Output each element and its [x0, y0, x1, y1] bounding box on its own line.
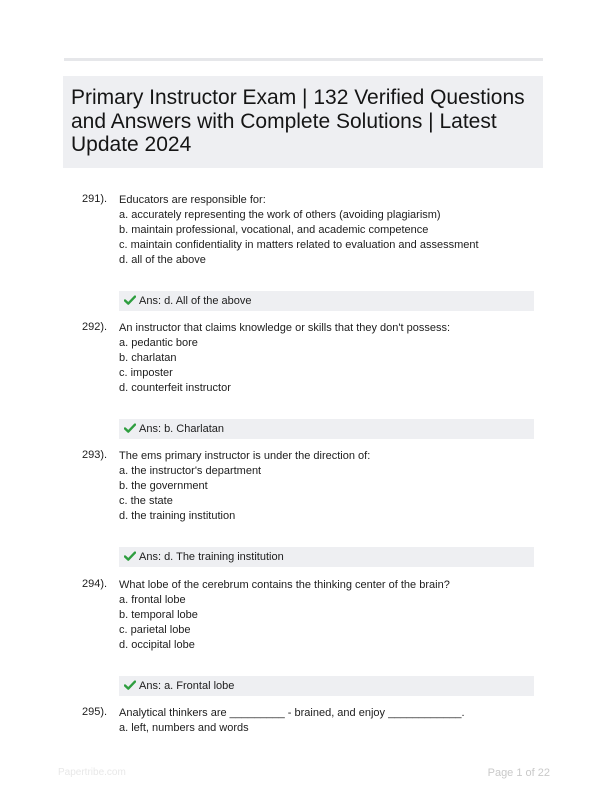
answer-option: c. maintain confidentiality in matters related to evaluation and assessment [119, 239, 479, 251]
question-text: Analytical thinkers are _________ - brained, and enjoy ____________. [119, 707, 465, 719]
answer-option: a. frontal lobe [119, 594, 186, 606]
question-number: 292). [82, 321, 108, 333]
question-body [119, 321, 450, 396]
answer-text: Ans: a. Frontal lobe [139, 680, 235, 692]
question-number: 295). [82, 706, 108, 718]
answer-text: Ans: b. Charlatan [139, 423, 224, 435]
page-number: Page 1 of 22 [487, 767, 550, 779]
answer-option: d. the training institution [119, 510, 236, 522]
question-number: 291). [82, 193, 108, 205]
page-title: Primary Instructor Exam | 132 Verified Questions and Answers with Complete Solutions | Latest Update 2024 [71, 86, 525, 156]
question-text: What lobe of the cerebrum contains the thinking center of the brain? [119, 579, 450, 591]
question-text: An instructor that claims knowledge or skills that they don't possess: [119, 322, 451, 334]
answer-option: a. left, numbers and words [119, 722, 249, 734]
answer-option: c. the state [119, 495, 173, 507]
question-number: 294). [82, 578, 108, 590]
question-number: 293). [82, 449, 108, 461]
answer-option: a. the instructor's department [119, 465, 262, 477]
title-banner [63, 76, 543, 168]
answer-option: b. the government [119, 480, 208, 492]
question-body [119, 449, 370, 524]
answer-box [119, 676, 534, 696]
answer-text: Ans: d. The training institution [139, 551, 284, 563]
answer-option: d. counterfeit instructor [119, 382, 231, 394]
question-body [119, 706, 465, 736]
top-divider [64, 58, 543, 61]
question-body [119, 578, 450, 653]
answer-option: b. temporal lobe [119, 609, 198, 621]
answer-option: d. all of the above [119, 254, 206, 266]
checkmark-icon [124, 423, 136, 433]
footer-brand: Papertribe.com [58, 767, 126, 778]
answer-box [119, 419, 534, 439]
question-text: The ems primary instructor is under the direction of: [119, 450, 371, 462]
checkmark-icon [124, 680, 136, 690]
answer-option: b. charlatan [119, 352, 177, 364]
checkmark-icon [124, 295, 136, 305]
answer-box [119, 547, 534, 567]
answer-option: b. maintain professional, vocational, and academic competence [119, 224, 429, 236]
answer-option: c. imposter [119, 367, 173, 379]
answer-option: d. occipital lobe [119, 639, 195, 651]
question-body [119, 193, 479, 268]
answer-option: a. pedantic bore [119, 337, 198, 349]
answer-option: a. accurately representing the work of others (avoiding plagiarism) [119, 209, 441, 221]
answer-box [119, 291, 534, 311]
question-text: Educators are responsible for: [119, 194, 266, 206]
answer-option: c. parietal lobe [119, 624, 191, 636]
checkmark-icon [124, 551, 136, 561]
answer-text: Ans: d. All of the above [139, 295, 252, 307]
